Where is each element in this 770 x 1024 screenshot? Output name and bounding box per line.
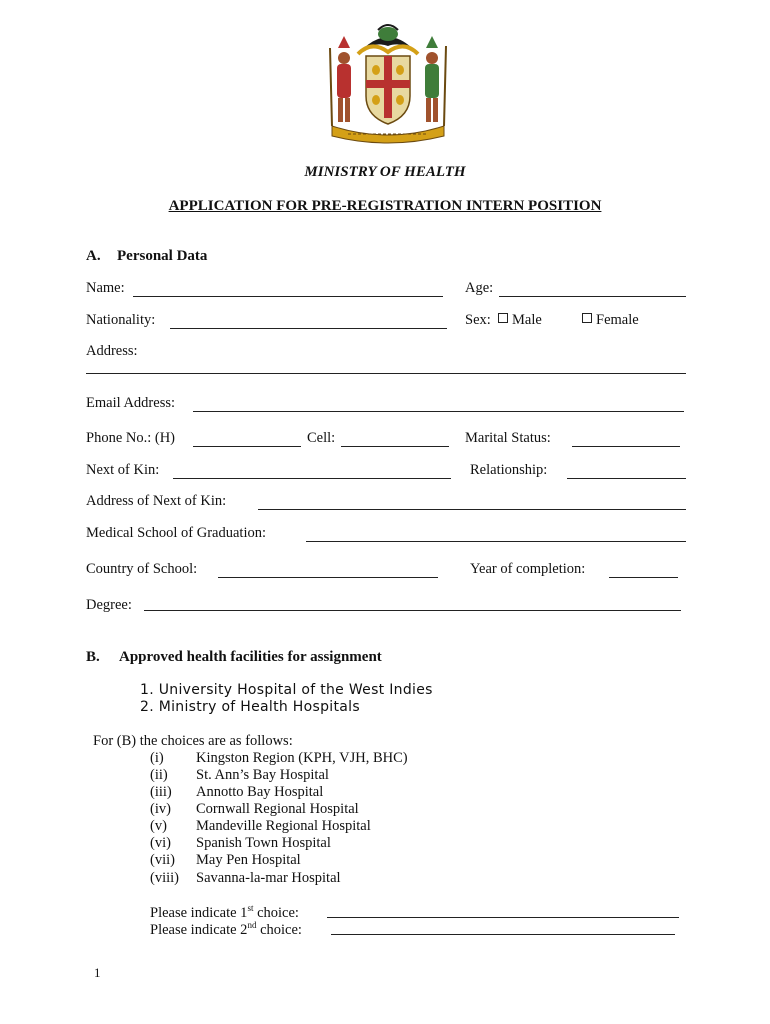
email-label: Email Address: xyxy=(86,395,176,411)
choice-number: (iii) xyxy=(150,784,172,800)
choice-hospital: Annotto Bay Hospital xyxy=(196,784,324,800)
section-a-title: Personal Data xyxy=(117,248,208,264)
choice-hospital: Mandeville Regional Hospital xyxy=(196,818,371,834)
choice-hospital: Cornwall Regional Hospital xyxy=(196,801,359,817)
nationality-field[interactable] xyxy=(170,328,447,329)
female-option[interactable] xyxy=(580,312,639,329)
section-b-letter: B. xyxy=(86,649,100,665)
relationship-field[interactable] xyxy=(567,478,686,479)
second-choice-field[interactable] xyxy=(331,934,675,935)
medical-school-label: Medical School of Graduation: xyxy=(86,525,266,541)
choice-number: (iv) xyxy=(150,801,171,817)
home-phone-field[interactable] xyxy=(193,446,301,447)
email-field[interactable] xyxy=(193,411,684,412)
female-label: Female xyxy=(596,312,639,328)
form-title: APPLICATION FOR PRE-REGISTRATION INTERN POSITION xyxy=(168,198,602,214)
choice-number: (v) xyxy=(150,818,167,834)
cell-label: Cell: xyxy=(307,430,336,446)
degree-label: Degree: xyxy=(86,597,132,613)
country-of-school-label: Country of School: xyxy=(86,561,198,577)
list-item: 1. University Hospital of the West Indies xyxy=(140,682,433,698)
choice-number: (viii) xyxy=(150,870,179,886)
female-checkbox[interactable] xyxy=(582,313,592,323)
name-field[interactable] xyxy=(133,296,443,297)
cell-phone-field[interactable] xyxy=(341,446,449,447)
address-field[interactable] xyxy=(86,373,686,374)
next-of-kin-field[interactable] xyxy=(173,478,451,479)
degree-field[interactable] xyxy=(144,610,681,611)
first-choice-field[interactable] xyxy=(327,917,679,918)
age-field[interactable] xyxy=(499,296,686,297)
section-b-title: Approved health facilities for assignment xyxy=(119,649,382,665)
age-label: Age: xyxy=(465,280,494,296)
choice-hospital: Savanna-la-mar Hospital xyxy=(196,870,341,886)
next-of-kin-label: Next of Kin: xyxy=(86,462,160,478)
kin-address-label: Address of Next of Kin: xyxy=(86,493,227,509)
name-label: Name: xyxy=(86,280,125,296)
choice-hospital: Kingston Region (KPH, VJH, BHC) xyxy=(196,750,408,766)
section-a-letter: A. xyxy=(86,248,101,264)
first-choice-label: Please indicate 1st choice: xyxy=(150,903,299,921)
choice-number: (vii) xyxy=(150,852,175,868)
page-number: 1 xyxy=(94,965,101,980)
address-label: Address: xyxy=(86,343,138,359)
year-of-completion-field[interactable] xyxy=(609,577,678,578)
marital-status-field[interactable] xyxy=(572,446,680,447)
male-label: Male xyxy=(512,312,542,328)
choice-number: (ii) xyxy=(150,767,168,783)
choice-hospital: Spanish Town Hospital xyxy=(196,835,331,851)
male-option[interactable] xyxy=(496,312,542,329)
coat-of-arms-logo xyxy=(318,18,458,144)
choice-number: (i) xyxy=(150,750,164,766)
medical-school-field[interactable] xyxy=(306,541,686,542)
choices-intro: For (B) the choices are as follows: xyxy=(93,733,293,749)
relationship-label: Relationship: xyxy=(470,462,548,478)
second-choice-label: Please indicate 2nd choice: xyxy=(150,920,302,938)
marital-status-label: Marital Status: xyxy=(465,430,551,446)
choice-hospital: St. Ann’s Bay Hospital xyxy=(196,767,329,783)
choice-number: (vi) xyxy=(150,835,171,851)
kin-address-field[interactable] xyxy=(258,509,686,510)
country-of-school-field[interactable] xyxy=(218,577,438,578)
list-item: 2. Ministry of Health Hospitals xyxy=(140,699,360,715)
year-of-completion-label: Year of completion: xyxy=(470,561,586,577)
sex-label: Sex: xyxy=(465,312,491,328)
phone-label: Phone No.: (H) xyxy=(86,430,176,446)
ministry-heading: MINISTRY OF HEALTH xyxy=(304,164,466,180)
male-checkbox[interactable] xyxy=(498,313,508,323)
nationality-label: Nationality: xyxy=(86,312,156,328)
choice-hospital: May Pen Hospital xyxy=(196,852,301,868)
